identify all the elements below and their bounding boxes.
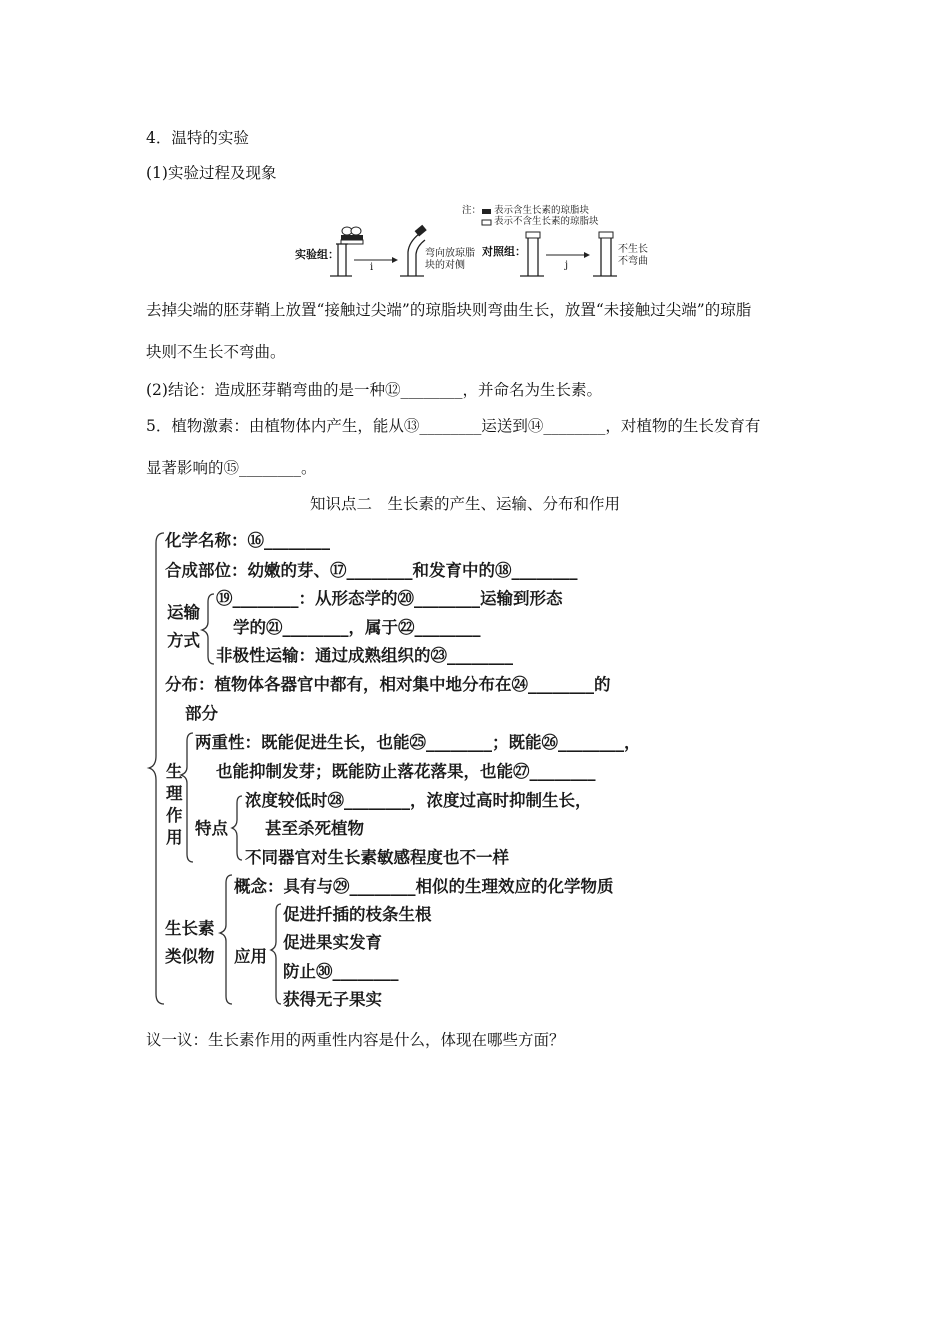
- section-5-line2: 显著影响的⑮________。: [146, 459, 317, 477]
- map-physio-label-4: 用: [166, 828, 183, 847]
- figure-note-label: 注：: [462, 205, 482, 216]
- application-brace: [271, 904, 281, 1004]
- map-application-1: 促进扦插的枝条生根: [283, 905, 432, 924]
- exp-arrow-label: i: [370, 262, 374, 273]
- map-duality-2: 也能抑制发芽；既能防止落花落果，也能㉗________: [216, 762, 596, 781]
- map-feature-label: 特点: [195, 819, 228, 838]
- map-analog-concept: 概念：具有与㉙________相似的生理效应的化学物质: [234, 877, 614, 896]
- legend-without-auxin: 表示不含生长素的琼脂块: [494, 216, 599, 227]
- went-paragraph-line2: 块则不生长不弯曲。: [146, 343, 286, 361]
- transport-brace: [202, 594, 214, 664]
- map-application-3: 防止㉚________: [283, 962, 399, 981]
- exp-result-1: 弯向放琼脂: [425, 248, 475, 259]
- main-brace: [149, 533, 164, 1004]
- section-4-heading: 4．温特的实验: [146, 129, 249, 147]
- exp-result-2: 块的对侧: [425, 260, 465, 271]
- map-feature-1: 浓度较低时㉘________，浓度过高时抑制生长，: [245, 791, 592, 810]
- map-synthesis-site: 合成部位：幼嫩的芽、⑰________和发育中的⑱________: [165, 561, 578, 580]
- went-conclusion: (2)结论：造成胚芽鞘弯曲的是一种⑫________，并命名为生长素。: [146, 381, 602, 399]
- map-analog-label-1: 生长素: [165, 919, 215, 938]
- map-transport-label-2: 方式: [167, 631, 200, 650]
- map-application-4: 获得无子果实: [283, 990, 382, 1009]
- map-application-2: 促进果实发育: [283, 933, 382, 952]
- section-5-line1: 5．植物激素：由植物体内产生，能从⑬________运送到⑭________，对植物的生长发育有: [146, 417, 761, 435]
- map-physio-label-1: 生: [166, 762, 183, 781]
- map-chemical-name: 化学名称：⑯________: [165, 531, 330, 550]
- knowledge-point-2-title: 知识点二 生长素的产生、运输、分布和作用: [310, 495, 621, 513]
- map-feature-3: 不同器官对生长素敏感程度也不一样: [245, 848, 509, 867]
- ctrl-result-2: 不弯曲: [618, 256, 648, 267]
- section-4-sub1: (1)实验过程及现象: [146, 164, 277, 182]
- map-nonpolar-transport: 非极性运输：通过成熟组织的㉓________: [216, 646, 513, 665]
- map-transport-label-1: 运输: [167, 603, 200, 622]
- analog-brace: [220, 875, 232, 1004]
- map-duality-1: 两重性：既能促进生长，也能㉕________；既能㉖________，: [195, 733, 641, 752]
- map-physio-label-3: 作: [166, 806, 183, 825]
- ctrl-result-1: 不生长: [618, 244, 648, 255]
- map-analog-label-2: 类似物: [165, 947, 215, 966]
- map-physio-label-2: 理: [166, 784, 183, 803]
- map-application-label: 应用: [234, 947, 267, 966]
- went-paragraph-line1: 去掉尖端的胚芽鞘上放置“接触过尖端”的琼脂块则弯曲生长，放置“未接触过尖端”的琼脂: [146, 301, 752, 319]
- legend-with-auxin: 表示含生长素的琼脂块: [494, 205, 590, 216]
- map-distribution-2: 部分: [185, 704, 218, 723]
- ctrl-arrow-label: j: [565, 260, 569, 271]
- ctrl-group-label: 对照组：: [482, 245, 526, 258]
- map-polar-transport-1: ⑲________：从形态学的⑳________运输到形态: [216, 589, 563, 608]
- discussion-prompt: 议一议：生长素作用的两重性内容是什么，体现在哪些方面？: [146, 1031, 565, 1049]
- map-distribution-1: 分布：植物体各器官中都有，相对集中地分布在㉔________的: [165, 675, 611, 694]
- feature-brace: [232, 796, 242, 860]
- map-polar-transport-2: 学的㉑________，属于㉒________: [233, 618, 481, 637]
- exp-group-label: 实验组：: [295, 248, 339, 261]
- map-feature-2: 甚至杀死植物: [265, 819, 364, 838]
